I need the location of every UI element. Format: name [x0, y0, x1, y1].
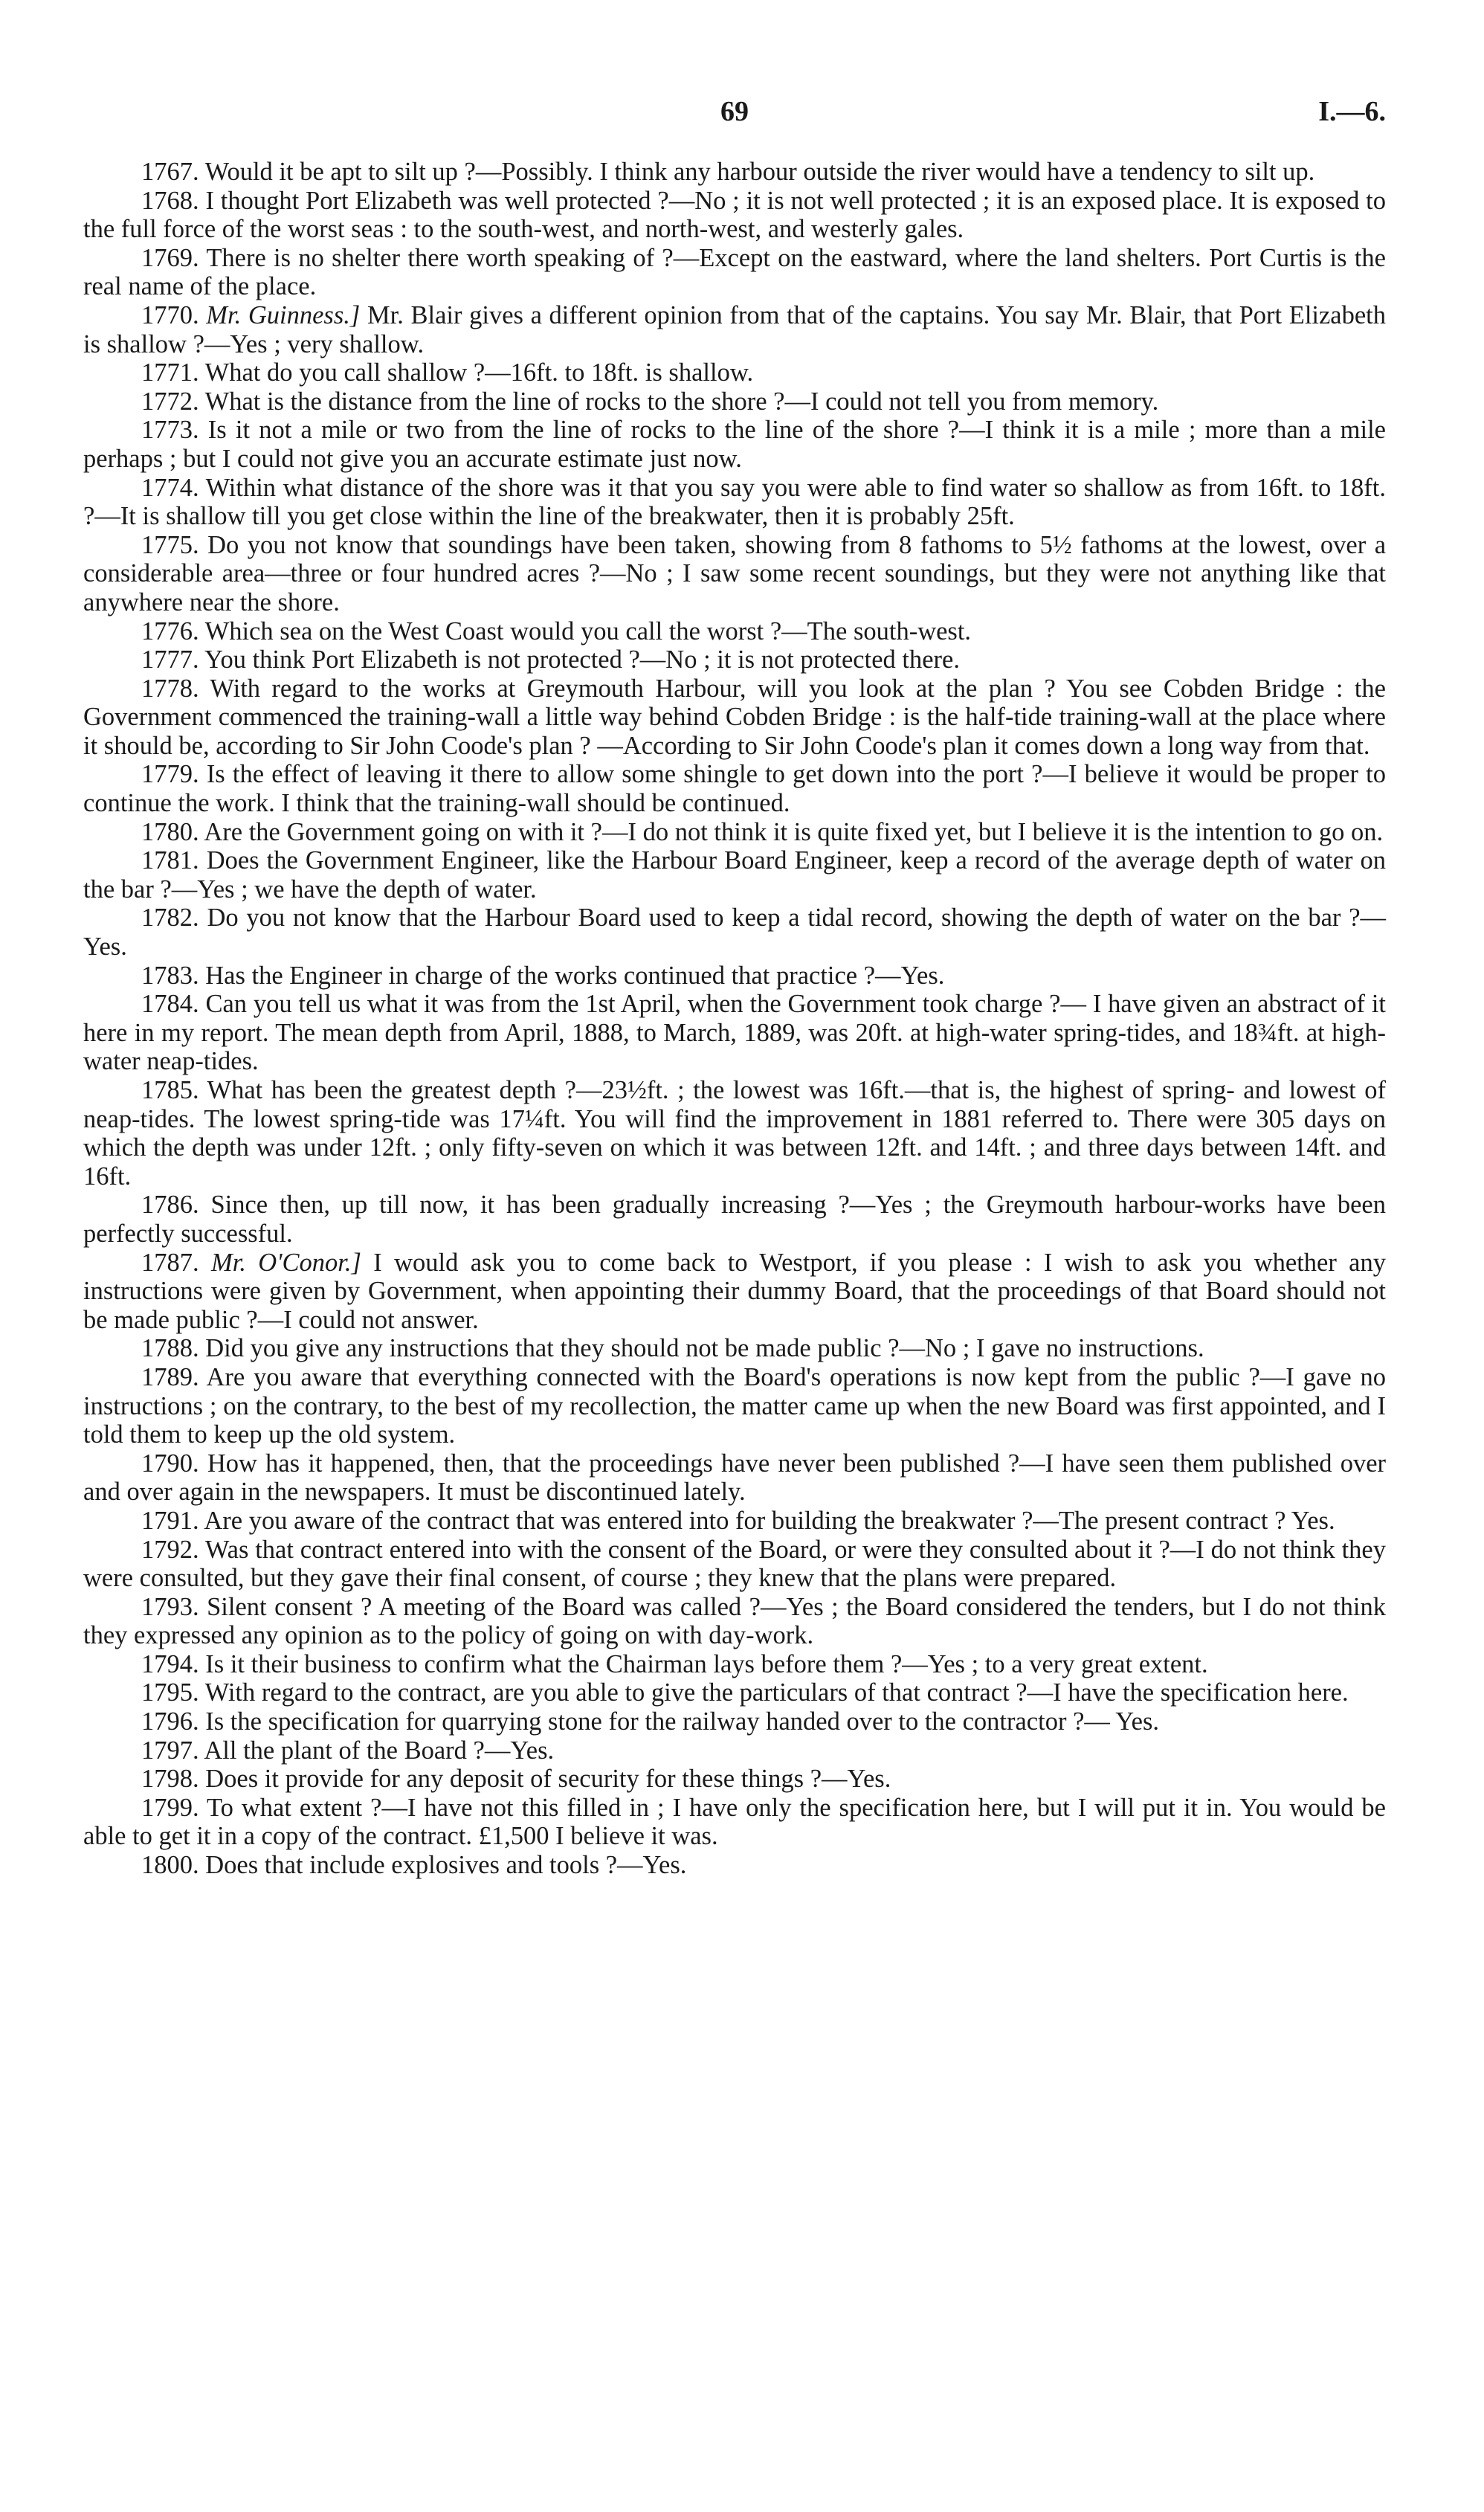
question-paragraph [83, 1678, 1386, 1707]
question-paragraph [83, 1650, 1386, 1679]
question-number: 1787. [141, 1248, 199, 1277]
question-number: 1785. [141, 1076, 199, 1104]
question-number: 1799. [141, 1793, 199, 1822]
question-text: Are you aware that everything connected with the Board's operations is now kept from the public ?—I gave no instructions ; on the contrary, to the best of my recollection, the matter came up when the new Board was first appointed, and I told them to keep up the old system. [83, 1362, 1386, 1449]
question-text: Can you tell us what it was from the 1st April, when the Government took charge ?— I have given an abstract of it here in my report. The mean depth from April, 1888, to March, 1889, was 20ft. at high-water spring-tides, and 18¾ft. at high-water neap-tides. [83, 990, 1386, 1076]
question-paragraph [83, 1707, 1386, 1736]
question-number: 1798. [141, 1765, 199, 1794]
question-text: There is no shelter there worth speaking of ?—Except on the eastward, where the land shelters. Port Curtis is the real name of the place. [83, 243, 1386, 301]
question-text: Was that contract entered into with the consent of the Board, or were they consulted about it ?—I do not think they were consulted, but they gave their final consent, of course ; they knew that the plans were prepared. [83, 1535, 1386, 1593]
question-text: Is the specification for quarrying stone for the railway handed over to the contractor ?— Yes. [205, 1707, 1160, 1736]
question-paragraph [83, 1536, 1386, 1593]
question-text: Are the Government going on with it ?—I do not think it is quite fixed yet, but I believe it is the intention to go on. [204, 817, 1384, 846]
question-number: 1778. [141, 674, 199, 703]
page-header [83, 95, 1386, 132]
question-paragraph [83, 760, 1386, 817]
question-number: 1792. [141, 1535, 199, 1564]
question-number: 1786. [141, 1191, 199, 1220]
question-text: With regard to the works at Greymouth Harbour, will you look at the plan ? You see Cobden Bridge : the Government commenced the training-wall a little way behind Cobden Bridge : is the half-tide training-wall at the place where it should be, according to Sir John Coode's plan ? —According to Sir John Coode's plan it comes down a long way from that. [83, 674, 1386, 760]
page-number: 69 [720, 96, 749, 127]
question-paragraph [83, 158, 1386, 187]
speaker-name: Mr. O'Conor.] [210, 1248, 361, 1277]
question-paragraph [83, 531, 1386, 617]
question-number: 1780. [141, 817, 199, 846]
question-text: Would it be apt to silt up ?—Possibly. I think any harbour outside the river would have a tendency to silt up. [204, 158, 1315, 186]
question-text: I would ask you to come back to Westport, if you please : I wish to ask you whether any instructions were given by Government, when appointing their dummy Board, that the proceedings of that Board should not be made public ?—I could not answer. [83, 1248, 1386, 1334]
question-text: Is it their business to confirm what the Chairman lays before them ?—Yes ; to a very great extent. [205, 1649, 1208, 1678]
question-paragraph [83, 1191, 1386, 1248]
question-paragraph [83, 1593, 1386, 1650]
question-paragraph [83, 1449, 1386, 1507]
question-text: How has it happened, then, that the proceedings have never been published ?—I have seen them published over and over again in the newspapers. It must be discontinued lately. [83, 1449, 1387, 1507]
question-number: 1788. [141, 1334, 199, 1363]
question-paragraph [83, 674, 1386, 761]
question-number: 1794. [141, 1649, 199, 1678]
question-text: Mr. Blair gives a different opinion from that of the captains. You say Mr. Blair, that Port Elizabeth is shallow ?—Yes ; very shallow. [83, 300, 1387, 358]
question-paragraph [83, 962, 1386, 991]
question-text: Does that include explosives and tools ?—Yes. [205, 1851, 687, 1880]
question-paragraph [83, 1794, 1386, 1851]
question-paragraph [83, 1363, 1386, 1449]
question-text: Do you not know that soundings have been taken, showing from 8 fathoms to 5½ fathoms at the lowest, over a considerable area—three or four hundred acres ?—No ; I saw some recent soundings, but they were not anything like that anywhere near the shore. [83, 530, 1387, 616]
question-paragraph [83, 990, 1386, 1076]
question-paragraph [83, 358, 1386, 387]
question-paragraph [83, 1507, 1386, 1536]
question-number: 1772. [141, 387, 199, 416]
question-paragraph [83, 387, 1386, 416]
question-text: Since then, up till now, it has been gradually increasing ?—Yes ; the Greymouth harbour-works have been perfectly successful. [83, 1191, 1386, 1248]
speaker-name: Mr. Guinness.] [206, 300, 361, 329]
question-number: 1782. [141, 904, 199, 933]
question-paragraph [83, 187, 1386, 244]
question-number: 1783. [141, 961, 199, 990]
question-number: 1784. [141, 990, 199, 1019]
question-number: 1796. [141, 1707, 199, 1736]
question-text: Do you not know that the Harbour Board used to keep a tidal record, showing the depth of water on the bar ?—Yes. [83, 904, 1387, 962]
question-text: What has been the greatest depth ?—23½ft. ; the lowest was 16ft.—that is, the highest of spring- and lowest of neap-tides. The lowest spring-tide was 17¼ft. You will find the improvement in 1881 referred to. There were 305 days on which the depth was under 12ft. ; only fifty-seven on which it was between 12ft. and 14ft. ; and three days between 14ft. and 16ft. [83, 1076, 1386, 1191]
question-text: Does the Government Engineer, like the Harbour Board Engineer, keep a record of the average depth of water on the bar ?—Yes ; we have the depth of water. [83, 846, 1387, 904]
question-paragraph [83, 645, 1386, 674]
question-number: 1768. [141, 186, 199, 215]
question-text: I thought Port Elizabeth was well protected ?—No ; it is not well protected ; it is an exposed place. It is exposed to the full force of the worst seas : to the south-west, and north-west, and westerly gales. [83, 186, 1387, 244]
transcript-body [83, 158, 1386, 1880]
question-text: Has the Engineer in charge of the works continued that practice ?—Yes. [205, 961, 945, 990]
question-text: All the plant of the Board ?—Yes. [204, 1736, 555, 1765]
question-text: Within what distance of the shore was it that you say you were able to find water so shallow as from 16ft. to 18ft. ?—It is shallow till you get close within the line of the breakwater, then it is probably 25ft. [83, 473, 1386, 531]
question-number: 1795. [141, 1678, 199, 1707]
question-paragraph [83, 416, 1386, 473]
question-text: Does it provide for any deposit of security for these things ?—Yes. [205, 1765, 891, 1794]
question-number: 1770. [141, 300, 199, 329]
document-reference: I.—6. [1318, 96, 1386, 127]
question-number: 1793. [141, 1592, 199, 1621]
question-number: 1790. [141, 1449, 199, 1478]
question-paragraph [83, 904, 1386, 961]
question-text: What do you call shallow ?—16ft. to 18ft. is shallow. [204, 358, 754, 387]
question-number: 1800. [141, 1851, 199, 1880]
question-paragraph [83, 1736, 1386, 1765]
question-number: 1789. [141, 1362, 199, 1391]
question-number: 1779. [141, 760, 199, 789]
question-number: 1771. [141, 358, 199, 387]
question-number: 1777. [141, 645, 199, 674]
question-paragraph [83, 1765, 1386, 1794]
question-text: Is the effect of leaving it there to allow some shingle to get down into the port ?—I believe it would be proper to continue the work. I think that the training-wall should be continued. [83, 760, 1387, 818]
question-number: 1797. [141, 1736, 199, 1765]
question-number: 1769. [141, 243, 199, 272]
question-paragraph [83, 1249, 1386, 1335]
question-text: What is the distance from the line of rocks to the shore ?—I could not tell you from memory. [204, 387, 1159, 416]
question-text: Silent consent ? A meeting of the Board was called ?—Yes ; the Board considered the tenders, but I do not think they expressed any opinion as to the policy of going on with day-work. [83, 1592, 1387, 1650]
question-paragraph [83, 301, 1386, 358]
question-text: Did you give any instructions that they should not be made public ?—No ; I gave no instructions. [205, 1334, 1204, 1363]
question-paragraph [83, 474, 1386, 531]
question-paragraph [83, 846, 1386, 904]
question-text: Which sea on the West Coast would you call the worst ?—The south-west. [204, 616, 972, 645]
question-paragraph [83, 244, 1386, 301]
question-text: Is it not a mile or two from the line of rocks to the line of the shore ?—I think it is a mile ; more than a mile perhaps ; but I could not give you an accurate estimate just now. [83, 416, 1386, 473]
question-text: You think Port Elizabeth is not protected ?—No ; it is not protected there. [204, 645, 960, 674]
question-number: 1774. [141, 473, 199, 502]
question-text: Are you aware of the contract that was entered into for building the breakwater ?—The present contract ? Yes. [204, 1506, 1335, 1535]
question-paragraph [83, 1076, 1386, 1191]
question-number: 1773. [141, 416, 199, 445]
question-paragraph [83, 617, 1386, 646]
question-paragraph [83, 818, 1386, 847]
question-text: To what extent ?—I have not this filled in ; I have only the specification here, but I will put it in. You would be able to get it in a copy of the contract. £1,500 I believe it was. [83, 1793, 1386, 1851]
question-text: With regard to the contract, are you able to give the particulars of that contract ?—I have the specification here. [204, 1678, 1349, 1707]
question-number: 1767. [141, 158, 199, 186]
question-paragraph [83, 1334, 1386, 1363]
question-number: 1776. [141, 616, 199, 645]
question-paragraph [83, 1851, 1386, 1880]
question-number: 1781. [141, 846, 199, 875]
question-number: 1775. [141, 530, 199, 559]
question-number: 1791. [141, 1506, 199, 1535]
